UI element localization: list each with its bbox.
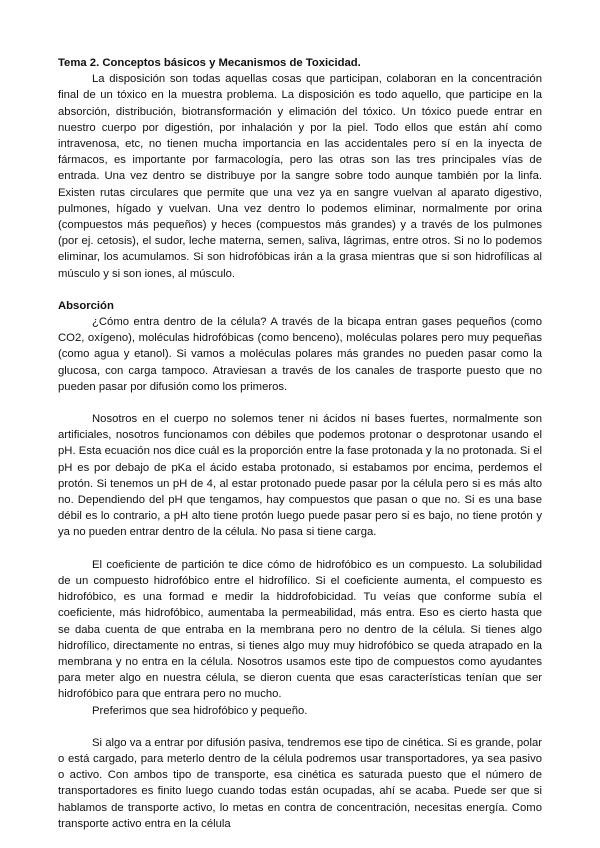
paragraph-4: Preferimos que sea hidrofóbico y pequeño. [92,704,308,717]
paragraph-5: Si algo va a entrar por difusión pasiva, tendremos ese tipo de cinética. Si es grande, polar o está cargado, para meterlo dentro de la célula podremos usar transportadores, ya sea pasivo o activo. Con ambos tipo de transporte, esa cinética es saturada puesto que el número de transportadores es finito luego cuando todas están ocupadas, ahí se acaba. Puede ser que si hablamos de transporte activo, lo metas en contra de concentración, necesitas energía. Como transporte activo entra en la célula [58,736,542,830]
paragraph-1: ¿Cómo entra dentro de la célula? A través de la bicapa entran gases pequeños (como CO2, oxígeno), moléculas hidrofóbicas (como benceno), moléculas polares pero muy pequeñas (como agua y etanol). Si vamos a moléculas polares más grandes no pueden pasar como la glucosa, con carga tampoco. Atraviesan a través de los canales de trasporte puesto que no pueden pasar por difusión como los primeros. [58,316,542,393]
section-title: Tema 2. Conceptos básicos y Mecanismos de Toxicidad. [58,57,361,69]
paragraph-2: Nosotros en el cuerpo no solemos tener ni ácidos ni bases fuertes, normalmente son artificiales, nosotros funcionamos con débiles que podemos protonar o desprotonar usando el pH. Esta ecuación nos dice cuál es la proporción entre la fase protonada y la no protonada. Si el pH es por debajo de pKa el ácido estaba protonado, si estabamos por encima, perdemos el protón. Si tenemos un pH de 4, al estar protonado puede pasar por la célula pero si es más alto no. Dependiendo del pH que tengamos, hay compuestos que pasan o que no. Si es una base débil es lo contrario, a pH alto tiene protón luego puede pasar pero si es bajo, no tiene protón y ya no pueden entrar dentro de la célula. No pasa si tiene carga. [58,413,542,539]
paragraph-3: El coeficiente de partición te dice cómo de hidrofóbico es un compuesto. La solubilidad de un compuesto hidrofóbico entre el hidrofílico. Si el coeficiente aumenta, el compuesto es hidrofóbico, es una formad e medir la hiddrofobicidad. Tu veías que conforme subía el coeficiente, más hidrofóbico, aumentaba la permeabilidad, más entra. Eso es cierto hasta que se daba cuenta de que entraba en la membrana pero no dentro de la célula. Si tienes algo hidrofílico, directamente no entras, si tienes algo muy muy hidrofóbico se queda atrapado en la membrana y no entra en la célula. Nosotros usamos este tipo de compuestos como ayudantes para meter algo en nuestra célula, se dieron cuenta que esas características tenían que ser hidrofóbico para que entrara pero no mucho. [58,558,542,701]
intro-paragraph: La disposición son todas aquellas cosas que participan, colaboran en la concentración final de un tóxico en la muestra problema. La disposición es todo aquello, que participe en la absorción, distribución, biotransformación y elimación del tóxico. Un tóxico puede entrar en nuestro cuerpo por digestión, por inhalación y por la piel. Todo ellos que están ahí como intravenosa, etc, no tienen mucha importancia en las accidentales pero sí en la inyecta de fármacos, es importante por farmacología, pero las otras son las tres principales vías de entrada. Una vez dentro se distribuye por la sangre sobre todo aunque también por la linfa. Existen rutas circulares que permite que una vez ya en sangre vuelvan al aparato digestivo, pulmones, hígado y vuelvan. Una vez dentro lo podemos eliminar, normalmente por orina (compuestos más pequeños) y heces (compuestos más grandes) y a través de los pulmones (por ej. cetosis), el sudor, leche materna, semen, saliva, lágrimas, entre otros. Si no lo podemos eliminar, los acumulamos. Si son hidrofóbicas irán a la grasa mientras que si son hidrofílicas al músculo y si son iones, al músculo. [58,73,542,280]
absorcion-heading: Absorción [58,299,114,312]
document-page [58,55,542,832]
